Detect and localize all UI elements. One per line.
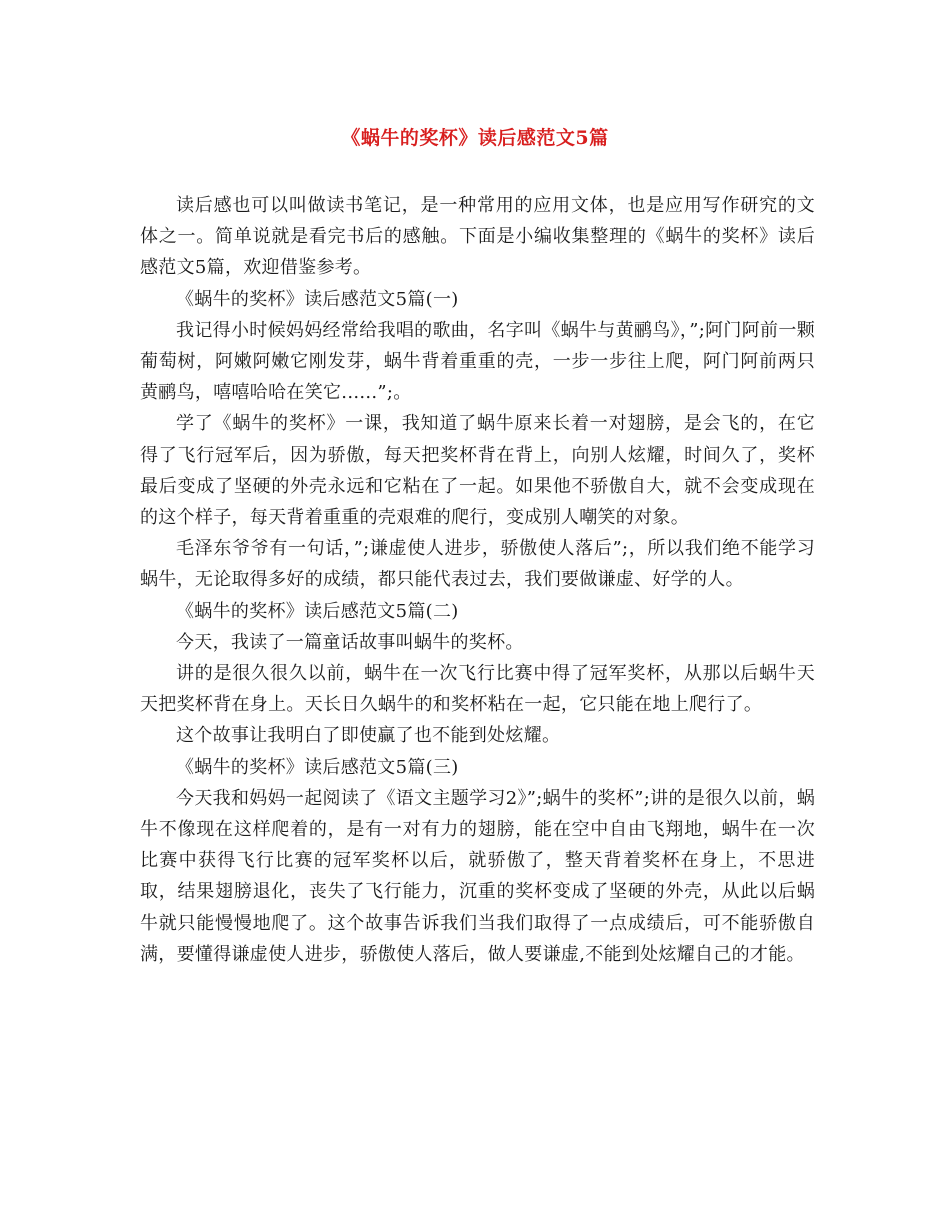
document-body: [140, 190, 815, 970]
paragraph: 我记得小时候妈妈经常给我唱的歌曲，名字叫《蜗牛与黄鹂鸟》，”;阿门阿前一颗葡萄树，阿嫩阿嫩它刚发芽，蜗牛背着重重的壳，一步一步往上爬，阿门阿前两只黄鹂鸟，嘻嘻哈哈在笑它......”;。: [140, 319, 815, 404]
intro-paragraph: 读后感也可以叫做读书笔记，是一种常用的应用文体，也是应用写作研究的文体之一。简单说就是看完书后的感触。下面是小编收集整理的《蜗牛的奖杯》读后感范文5篇，欢迎借鉴参考。: [140, 195, 815, 279]
section-heading-3: 《蜗牛的奖杯》读后感范文5篇(三): [176, 756, 459, 778]
document-title: 《蜗牛的奖杯》读后感范文5篇: [341, 127, 609, 149]
paragraph: 讲的是很久很久以前，蜗牛在一次飞行比赛中得了冠军奖杯，从那以后蜗牛天天把奖杯背在身上。天长日久蜗牛的和奖杯粘在一起，它只能在地上爬行了。: [140, 663, 815, 716]
paragraph: 今天，我读了一篇童话故事叫蜗牛的奖杯。: [176, 631, 524, 653]
paragraph: 今天我和妈妈一起阅读了《语文主题学习2》”;蜗牛的奖杯”;讲的是很久以前，蜗牛不像现在这样爬着的，是有一对有力的翅膀，能在空中自由飞翔地，蜗牛在一次比赛中获得飞行比赛的冠军奖杯以后，就骄傲了，整天背着奖杯在身上，不思进取，结果翅膀退化，丧失了飞行能力，沉重的奖杯变成了坚硬的外壳，从此以后蜗牛就只能慢慢地爬了。这个故事告诉我们当我们取得了一点成绩后，可不能骄傲自满，要懂得谦虚使人进步，骄傲使人落后，做人要谦虚,不能到处炫耀自己的才能。: [140, 787, 815, 965]
section-heading-1: 《蜗牛的奖杯》读后感范文5篇(一): [176, 288, 459, 310]
paragraph: 毛泽东爷爷有一句话，”;谦虚使人进步，骄傲使人落后”;，所以我们绝不能学习蜗牛，无论取得多好的成绩，都只能代表过去，我们要做谦虚、好学的人。: [140, 538, 815, 591]
section-heading-2: 《蜗牛的奖杯》读后感范文5篇(二): [176, 600, 459, 622]
paragraph: 学了《蜗牛的奖杯》一课，我知道了蜗牛原来长着一对翅膀，是会飞的，在它得了飞行冠军后，因为骄傲，每天把奖杯背在背上，向别人炫耀，时间久了，奖杯最后变成了坚硬的外壳永远和它粘在了一起。如果他不骄傲自大，就不会变成现在的这个样子，每天背着重重的壳艰难的爬行，变成别人嘲笑的对象。: [140, 413, 815, 529]
paragraph: 这个故事让我明白了即使赢了也不能到处炫耀。: [176, 725, 561, 747]
